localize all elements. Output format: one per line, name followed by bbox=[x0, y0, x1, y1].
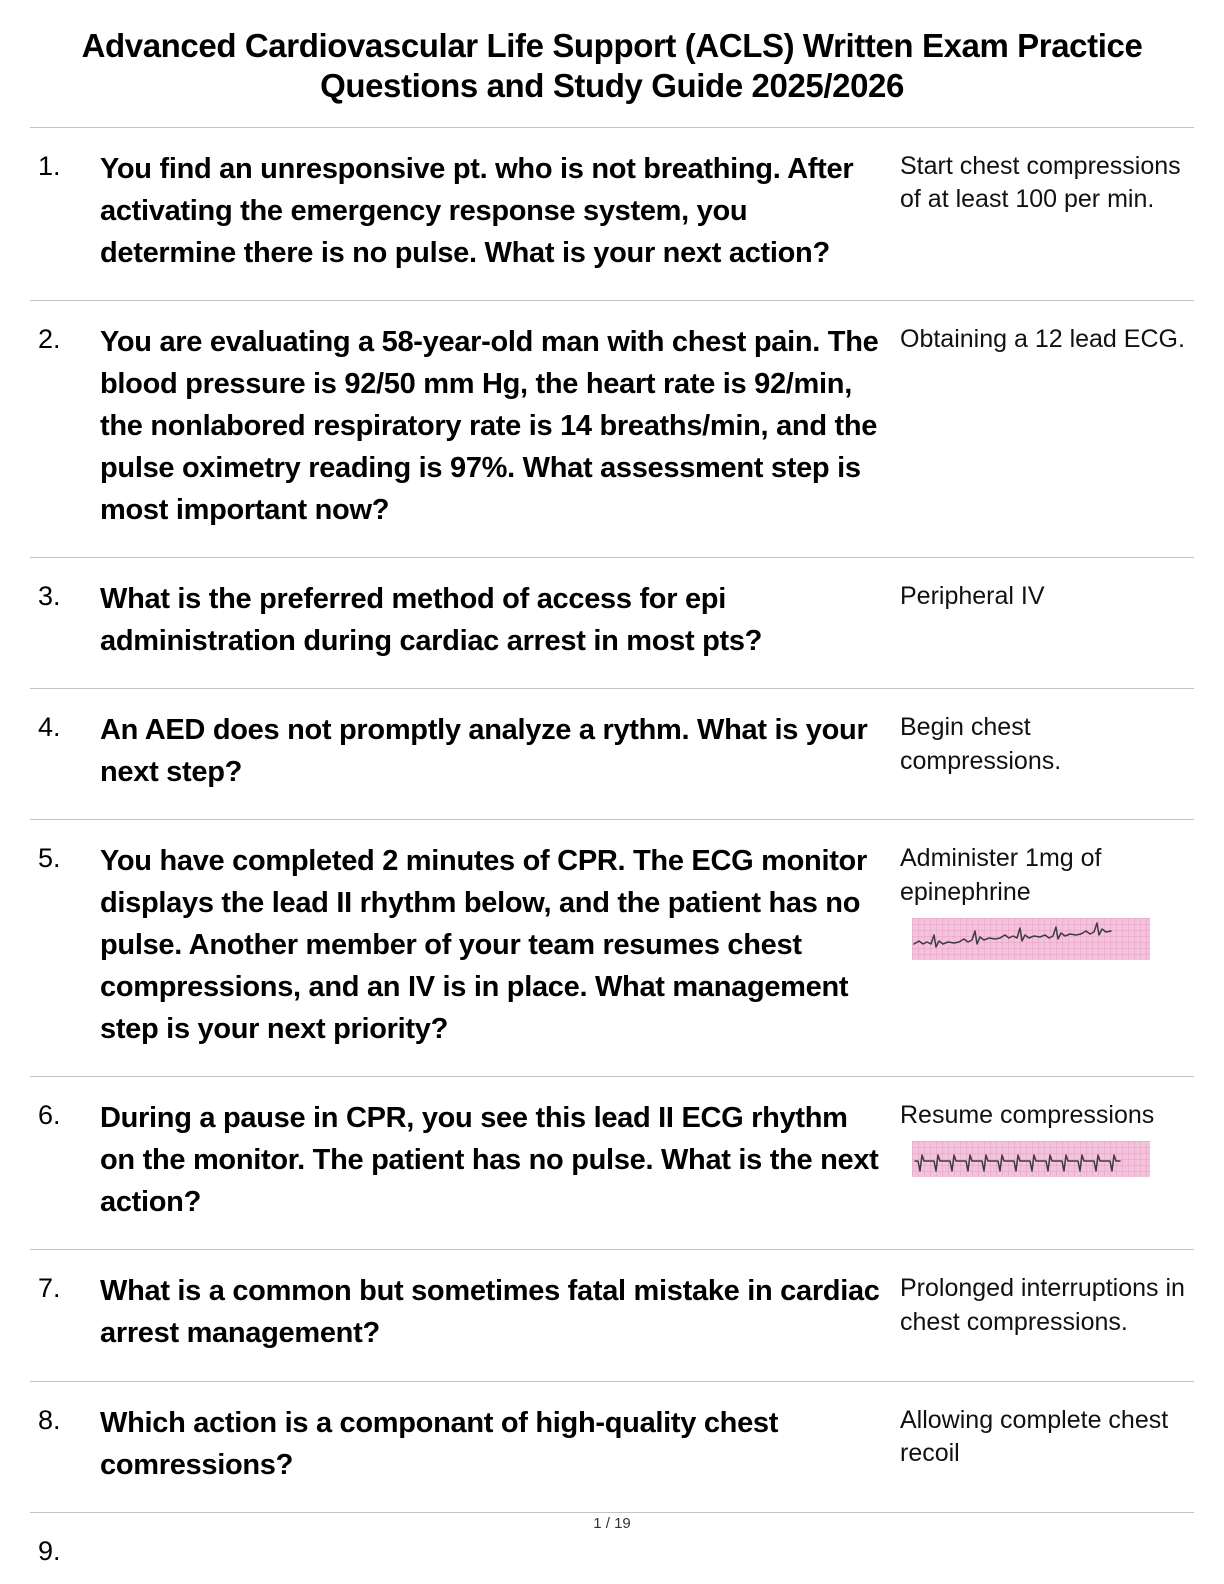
question-text: An AED does not promptly analyze a rythm. What is your next step? bbox=[100, 713, 868, 789]
answer-text: Obtaining a 12 lead ECG. bbox=[900, 324, 1185, 353]
question-text: What is a common but sometimes fatal mistake in cardiac arrest management? bbox=[100, 1275, 880, 1350]
question-number: 8. bbox=[38, 1404, 61, 1435]
question-number: 1. bbox=[38, 150, 61, 181]
answer-text bbox=[900, 1533, 1194, 1535]
qa-row bbox=[30, 558, 1194, 689]
answer-text: Resume compressions bbox=[900, 1101, 1155, 1130]
question-text: Which action is a componant of high-quality chest comressions? bbox=[100, 1406, 779, 1481]
qa-row bbox=[30, 1382, 1194, 1513]
question-text: You find an unresponsive pt. who is not breathing. After activating the emergency response system, you determine there is no pulse. What is your next action? bbox=[100, 152, 854, 269]
question-number: 6. bbox=[38, 1100, 61, 1131]
question-number: 2. bbox=[38, 323, 61, 354]
qa-row bbox=[30, 1077, 1194, 1250]
answer-cell bbox=[900, 840, 1194, 960]
qa-row bbox=[30, 301, 1194, 558]
qa-row bbox=[30, 128, 1194, 301]
answer-text: Allowing complete chest recoil bbox=[900, 1405, 1169, 1468]
qa-row bbox=[30, 820, 1194, 1077]
question-text: During a pause in CPR, you see this lead II ECG rhythm on the monitor. The patient has no pulse. What is the next action? bbox=[100, 1102, 879, 1219]
answer-text: Peripheral IV bbox=[900, 581, 1045, 610]
answer-cell bbox=[900, 1097, 1194, 1177]
question-number: 9. bbox=[38, 1535, 61, 1566]
page-number: 1 / 19 bbox=[593, 1515, 631, 1532]
question-text: You are evaluating a 58-year-old man with chest pain. The blood pressure is 92/50 mm Hg, the heart rate is 92/min, the nonlabored respiratory rate is 14 breaths/min, and the pulse oximetry reading is 97%. What assessment step is most important now? bbox=[100, 325, 879, 526]
question-number: 4. bbox=[38, 711, 61, 742]
answer-text: Begin chest compressions. bbox=[900, 712, 1062, 775]
answer-text: Start chest compressions of at least 100 per min. bbox=[900, 151, 1181, 214]
qa-row bbox=[30, 1250, 1194, 1381]
answer-text: Administer 1mg of epinephrine bbox=[900, 844, 1102, 906]
question-text: What is the preferred method of access for epi administration during cardiac arrest in most pts? bbox=[100, 582, 763, 657]
answer-text: Prolonged interruptions in chest compressions. bbox=[900, 1274, 1185, 1337]
page-title: Advanced Cardiovascular Life Support (ACLS) Written Exam Practice Questions and Study Guide 2025/2026 bbox=[81, 27, 1143, 105]
question-number: 5. bbox=[38, 843, 61, 874]
question-number: 3. bbox=[38, 580, 61, 611]
question-text: You have completed 2 minutes of CPR. The ECG monitor displays the lead II rhythm below, and the patient has no pulse. Another member of your team resumes chest compressions, and an IV is in place. What management step is your next priority? bbox=[100, 845, 867, 1046]
qa-row bbox=[30, 689, 1194, 820]
question-number: 7. bbox=[38, 1273, 61, 1304]
ecg-strip-icon bbox=[912, 1141, 1150, 1177]
ecg-strip-icon bbox=[912, 918, 1150, 960]
